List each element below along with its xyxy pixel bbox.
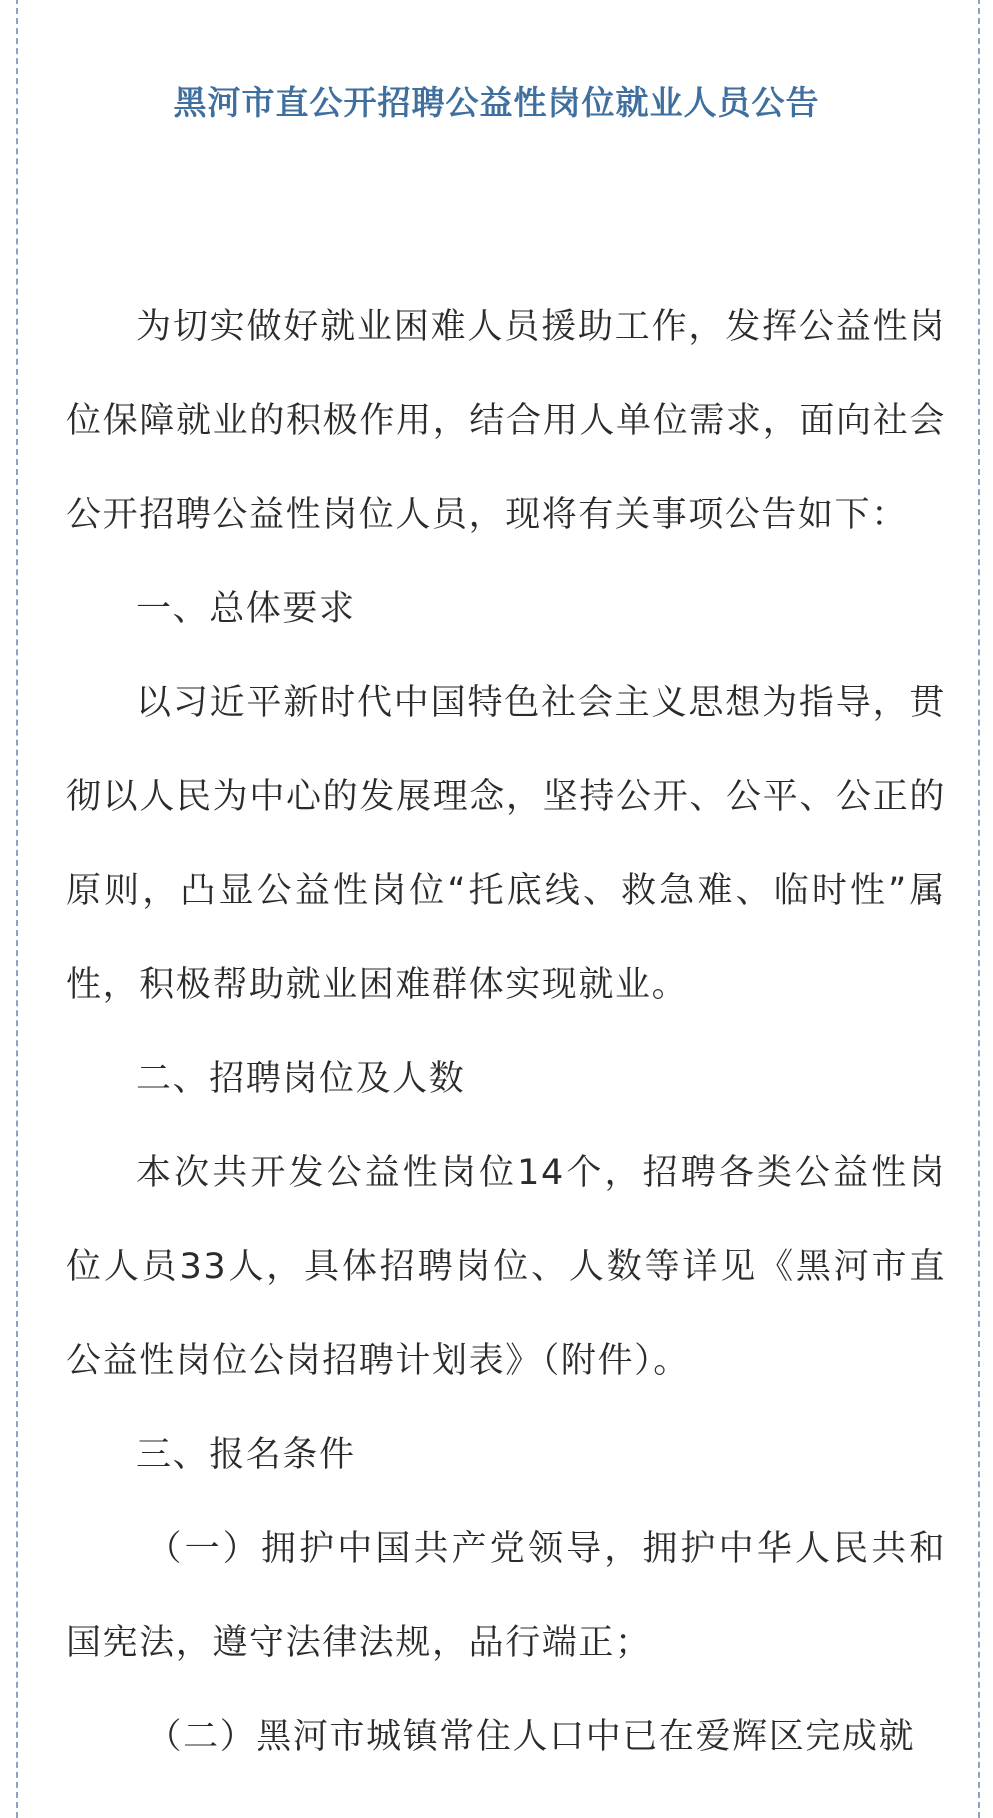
eligibility-item-2: （二）黑河市城镇常住人口中已在爱辉区完成就: [146, 1717, 916, 1757]
eligibility-item-1: （一）拥护中国共产党领导，拥护中华人民共和国宪法，遵守法律法规，品行端正；: [66, 1529, 946, 1663]
section-heading-eligibility: 三、报名条件: [136, 1435, 356, 1475]
general-requirements-paragraph: 以习近平新时代中国特色社会主义思想为指导，贯彻以人民为中心的发展理念，坚持公开、公平、公正的原则，凸显公益性岗位“托底线、救急难、临时性”属性，积极帮助就业困难群体实现就业。: [66, 683, 946, 1005]
document-body: [66, 280, 946, 1784]
intro-paragraph: 为切实做好就业困难人员援助工作，发挥公益性岗位保障就业的积极作用，结合用人单位需求，面向社会公开招聘公益性岗位人员，现将有关事项公告如下：: [66, 307, 946, 535]
document-title: 黑河市直公开招聘公益性岗位就业人员公告: [173, 83, 820, 122]
section-heading-general-requirements: 一、总体要求: [136, 589, 356, 629]
section-heading-positions: 二、招聘岗位及人数: [136, 1059, 466, 1099]
positions-paragraph: 本次共开发公益性岗位14个，招聘各类公益性岗位人员33人，具体招聘岗位、人数等详见《黑河市直公益性岗位公岗招聘计划表》（附件）。: [66, 1153, 946, 1381]
